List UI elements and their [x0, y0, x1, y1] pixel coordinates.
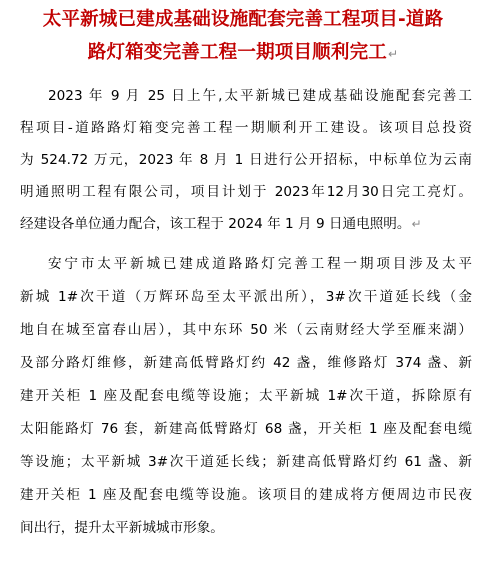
paragraph-2-line-7: 等设施；太平新城 3#次干道延长线；新建高低臂路灯约 61 盏、新 [20, 454, 472, 470]
paragraph-2-line-8: 建开关柜 1 座及配套电缆等设施。该项目的建成将方便周边市民夜 [20, 487, 472, 503]
paragraph-1-line-1: 2023 年 9 月 25 日上午,太平新城已建成基础设施配套完善工 [48, 88, 472, 104]
paragraph-2-line-4: 及部分路灯维修，新建高低臂路灯约 42 盏，维修路灯 374 盏、新 [20, 355, 472, 371]
paragraph-2-line-2: 新城 1#次干道（万辉环岛至太平派出所），3#次干道延长线（金 [20, 289, 472, 305]
paragraph-2-line-5: 建开关柜 1 座及配套电缆等设施；太平新城 1#次干道，拆除原有 [20, 388, 472, 404]
document-title-line-1: 太平新城已建成基础设施配套完善工程项目-道路 [42, 9, 444, 30]
paragraph-2-line-9: 间出行，提升太平新城城市形象。 [20, 520, 224, 536]
paragraph-1-line-5-text: 经建设各单位通力配合，该工程于 2024 年 1 月 9 日通电照明。 [20, 216, 411, 232]
paragraph-2-line-3: 地自在城至富春山居），其中东环 50 米（云南财经大学至雁来湖） [20, 322, 472, 338]
paragraph-1-line-5 [20, 214, 472, 234]
paragraph-1-line-4: 明通照明工程有限公司，项目计划于 2023年12月30日完工亮灯。 [20, 184, 472, 200]
paragraph-mark-icon: ↵ [411, 217, 422, 231]
paragraph-1-line-3: 为 524.72 万元，2023 年 8 月 1 日进行公开招标，中标单位为云南 [20, 152, 472, 168]
paragraph-2-line-6: 太阳能路灯 76 套，新建高低臂路灯 68 盏，开关柜 1 座及配套电缆 [20, 421, 472, 437]
paragraph-mark-icon: ↵ [387, 47, 399, 61]
paragraph-2-line-1: 安宁市太平新城已建成道路路灯完善工程一期项目涉及太平 [48, 256, 472, 272]
title-line-2-text: 路灯箱变完善工程一期项目顺利完工 [87, 42, 387, 63]
document-title-line-2 [0, 38, 486, 64]
paragraph-1-line-2: 程项目-道路路灯箱变完善工程一期顺利开工建设。该项目总投资 [20, 120, 472, 136]
